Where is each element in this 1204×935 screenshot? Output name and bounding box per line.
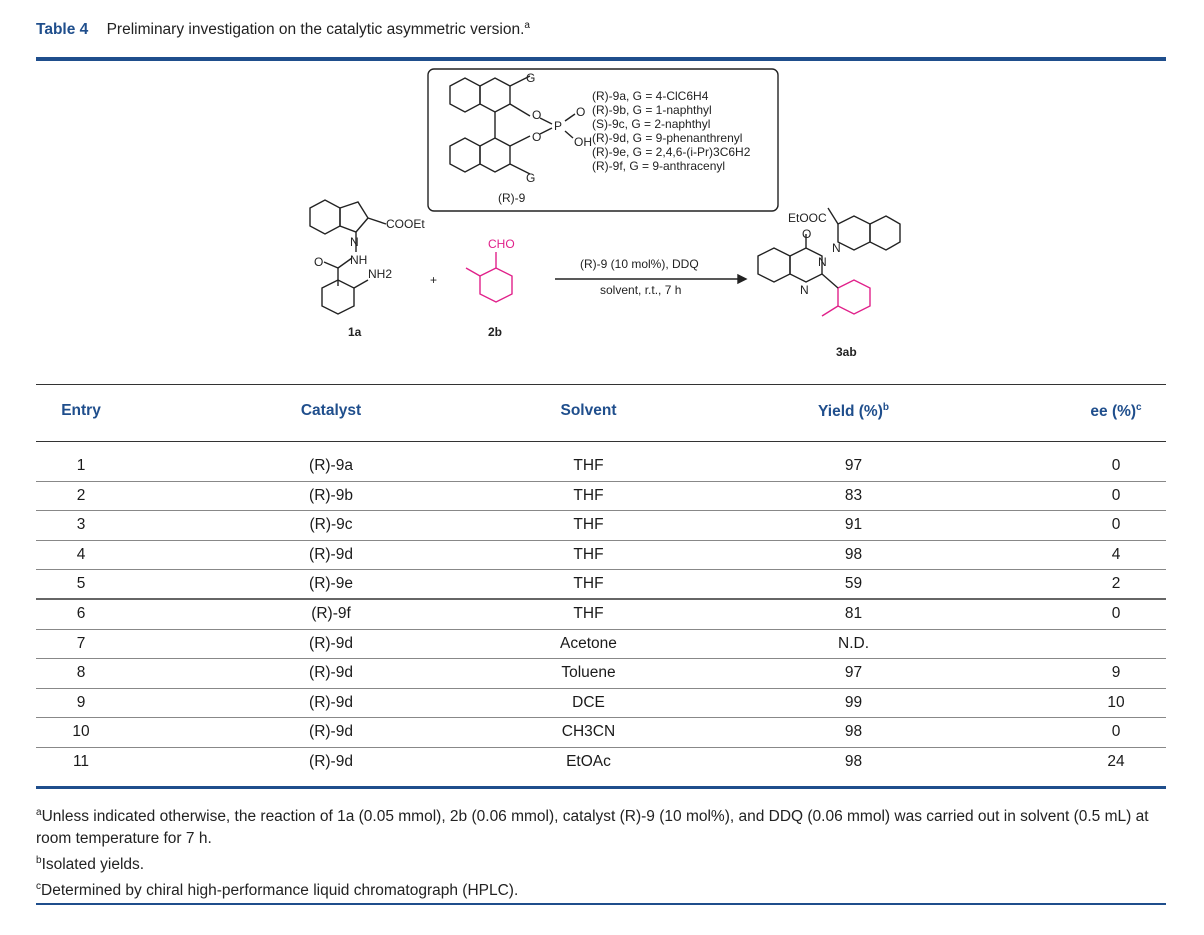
row-ee: 4 — [1111, 545, 1121, 563]
table-row — [36, 718, 1166, 748]
row-solvent: EtOAc — [566, 753, 611, 770]
row-yield: 81 — [844, 605, 863, 622]
footnote-a-text: Unless indicated otherwise, the reaction of 1a (0.05 mmol), 2b (0.06 mmol), catalyst (R)-9 (10 mol%), and DDQ (0.06 mmol) was carried out in solvent (0.5 mL) at room temperature for 7 h. — [36, 808, 1149, 848]
reagent1-nh: NH — [350, 253, 368, 267]
caption-text: Preliminary investigation on the catalytic asymmetric version. — [106, 21, 525, 39]
product-o: O — [802, 227, 812, 241]
row-ee: 10 — [1107, 693, 1125, 711]
reagent1-o: O — [314, 255, 324, 269]
legend-9d: (R)-9d, G = 9-phenanthrenyl — [592, 131, 743, 145]
row-entry: 7 — [76, 634, 86, 652]
footnote-c-mark: c — [36, 881, 41, 893]
reagent1-cooet: COOEt — [386, 217, 425, 231]
row-solvent: THF — [573, 545, 604, 563]
row-catalyst: (R)-9d — [309, 723, 353, 741]
row-ee: 0 — [1111, 486, 1121, 504]
table-row — [36, 600, 1166, 630]
table-row — [36, 630, 1166, 660]
header-yield-text: Yield (%) — [818, 403, 883, 421]
row-entry: 1 — [76, 457, 86, 474]
product-indole-benzene-ring — [870, 216, 900, 250]
header-yield-mark: b — [882, 402, 889, 413]
catalyst-o-double: O — [576, 105, 586, 119]
row-solvent: THF — [573, 457, 604, 474]
row-catalyst: (R)-9d — [309, 693, 353, 711]
table-row — [36, 659, 1166, 689]
reagent2-cho: CHO — [488, 237, 515, 251]
row-catalyst: (R)-9c — [309, 516, 353, 534]
row-solvent: Toluene — [561, 664, 616, 682]
row-solvent: CH3CN — [561, 723, 616, 741]
header-ee-text: ee (%) — [1090, 403, 1137, 421]
product-n2: N — [800, 283, 809, 297]
row-solvent: THF — [573, 605, 604, 622]
table-row — [36, 511, 1166, 541]
table-number: Table 4 — [36, 21, 89, 39]
header-catalyst: Catalyst — [300, 402, 362, 419]
reagent1-n: N — [350, 235, 359, 249]
legend-9b: (R)-9b, G = 1-naphthyl — [592, 103, 712, 117]
row-yield: 98 — [844, 753, 863, 770]
catalyst-o-upper: O — [532, 108, 542, 122]
row-solvent: Acetone — [560, 634, 617, 652]
row-yield: 98 — [844, 723, 863, 741]
legend-9f: (R)-9f, G = 9-anthracenyl — [592, 159, 726, 173]
row-solvent: THF — [573, 575, 604, 593]
header-yield — [776, 402, 931, 421]
row-ee: 0 — [1111, 457, 1121, 474]
row-yield: 99 — [844, 693, 863, 711]
product-tolyl-ring — [838, 280, 870, 314]
header-ee — [1056, 402, 1176, 421]
row-yield: 59 — [844, 575, 863, 593]
top-rule — [36, 57, 1166, 61]
row-entry: 5 — [76, 575, 86, 593]
row-catalyst: (R)-9a — [309, 457, 353, 474]
header-bottom-rule — [36, 441, 1166, 442]
naphthalene-ring-upper-right — [480, 78, 510, 112]
row-entry: 4 — [76, 545, 86, 563]
row-ee: 24 — [1107, 753, 1125, 770]
row-yield: 97 — [844, 457, 863, 474]
catalyst-p: P — [554, 119, 563, 133]
row-catalyst: (R)-9d — [309, 753, 353, 770]
table-caption — [36, 20, 530, 39]
legend-9e: (R)-9e, G = 2,4,6-(i-Pr)3C6H2 — [592, 145, 751, 159]
row-entry: 6 — [76, 605, 86, 622]
row-catalyst: (R)-9d — [309, 664, 353, 682]
row-entry: 9 — [76, 693, 86, 711]
row-entry: 3 — [76, 516, 86, 534]
footnote-c-text: Determined by chiral high-performance liquid chromatograph (HPLC). — [41, 882, 519, 900]
table-row — [36, 748, 1166, 778]
header-entry: Entry — [61, 402, 101, 419]
row-yield: 83 — [844, 486, 863, 504]
legend-9a: (R)-9a, G = 4-ClC6H4 — [592, 89, 709, 103]
naphthalene-ring-upper-left — [450, 78, 480, 112]
footnote-a — [36, 802, 1166, 850]
row-entry: 11 — [72, 753, 90, 770]
conditions-top: (R)-9 (10 mol%), DDQ — [580, 257, 699, 271]
row-entry: 10 — [72, 723, 90, 741]
product-n1: N — [818, 255, 827, 269]
plus-sign: + — [430, 273, 438, 287]
caption-footnote-mark: a — [524, 20, 530, 31]
footnote-b — [36, 850, 1166, 876]
catalyst-oh: OH — [574, 135, 592, 149]
indole-benzene-ring — [310, 200, 340, 234]
table-row — [36, 689, 1166, 719]
table-row — [36, 541, 1166, 571]
footnote-c — [36, 876, 1166, 902]
row-catalyst: (R)-9f — [311, 605, 351, 622]
reagent2-label: 2b — [488, 325, 503, 339]
row-yield: 97 — [844, 664, 863, 682]
row-ee: 0 — [1111, 516, 1121, 534]
header-top-rule — [36, 384, 1166, 385]
row-entry: 2 — [76, 486, 86, 504]
table-row — [36, 482, 1166, 512]
row-ee: 9 — [1111, 664, 1121, 682]
table-bottom-rule — [36, 786, 1166, 789]
quinazolinone-benzene-ring — [758, 248, 790, 282]
legend-9c: (S)-9c, G = 2-naphthyl — [592, 117, 711, 131]
row-solvent: DCE — [572, 693, 605, 711]
row-ee: 2 — [1111, 575, 1121, 593]
footnote-b-text: Isolated yields. — [41, 856, 145, 874]
row-entry: 8 — [76, 664, 86, 682]
table-footnotes — [36, 802, 1166, 902]
row-catalyst: (R)-9d — [309, 634, 353, 652]
reagent1-nh2: NH2 — [368, 267, 393, 281]
row-yield: N.D. — [838, 634, 869, 652]
row-yield: 91 — [844, 516, 863, 534]
product-indole-pyrrole-ring — [838, 216, 870, 250]
naphthalene-ring-lower-left — [450, 138, 480, 172]
tolualdehyde-ring — [480, 268, 512, 302]
table-row — [36, 452, 1166, 482]
product-etooc: EtOOC — [788, 211, 827, 225]
row-catalyst: (R)-9b — [309, 486, 353, 504]
row-ee: 0 — [1111, 605, 1121, 622]
header-solvent: Solvent — [560, 402, 617, 419]
header-ee-mark: c — [1136, 402, 1142, 413]
reaction-scheme — [290, 66, 910, 366]
reagent1-label: 1a — [348, 325, 362, 339]
catalyst-g-upper: G — [526, 71, 536, 85]
row-ee: 0 — [1111, 723, 1121, 741]
footnote-b-mark: b — [36, 855, 42, 867]
row-yield: 98 — [844, 545, 863, 563]
table-row — [36, 570, 1166, 600]
page-end-rule — [36, 903, 1166, 905]
naphthalene-ring-lower-right — [480, 138, 510, 172]
row-catalyst: (R)-9e — [309, 575, 353, 593]
indole-pyrrole-ring — [340, 202, 368, 232]
product-n3: N — [832, 241, 841, 255]
conditions-bottom: solvent, r.t., 7 h — [600, 283, 682, 297]
catalyst-g-lower: G — [526, 171, 536, 185]
row-catalyst: (R)-9d — [309, 545, 353, 563]
catalyst-o-lower: O — [532, 130, 542, 144]
row-solvent: THF — [573, 486, 604, 504]
catalyst-label: (R)-9 — [498, 191, 526, 205]
footnote-a-mark: a — [36, 807, 42, 818]
product-label: 3ab — [836, 345, 857, 359]
row-solvent: THF — [573, 516, 604, 534]
